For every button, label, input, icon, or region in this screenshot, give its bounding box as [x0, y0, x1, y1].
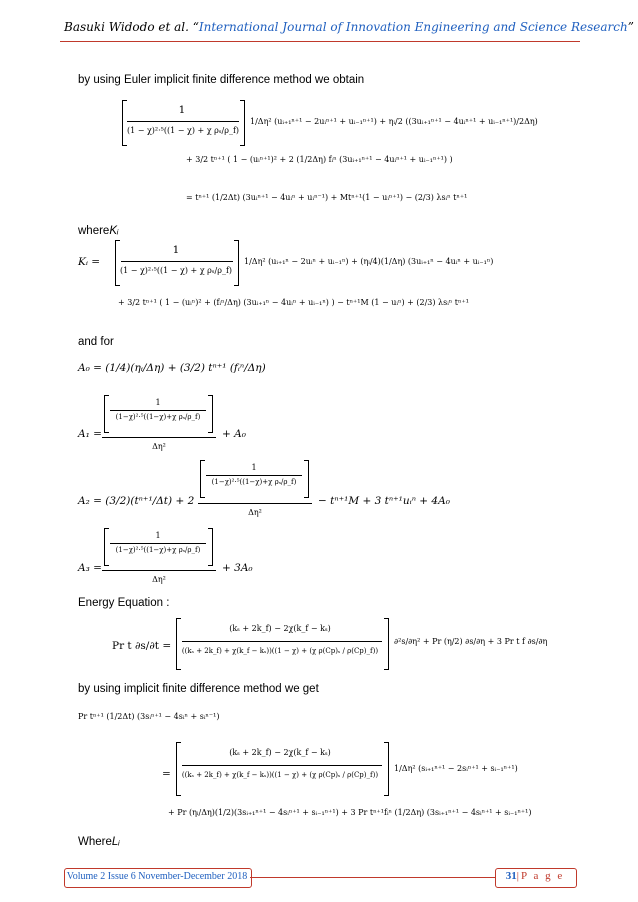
where-li-text: [78, 836, 120, 848]
a3-inner-den: (1−χ)²·⁵((1−χ)+χ ρₛ/ρ_f): [115, 546, 201, 554]
energy-den: ((kₛ + 2k_f) + χ(k_f − kₛ))((1 − χ) + (χ ρ(Cp)ₛ / ρ(Cp)_f)): [181, 647, 379, 655]
a3-rest: + 3A₀: [222, 562, 253, 574]
a2-rest: − tⁿ⁺¹M + 3 tⁿ⁺¹uᵢⁿ + 4A₀: [318, 495, 450, 507]
eq1-right-bracket: [240, 100, 245, 146]
ki-line1-rest: 1/Δη² (uᵢ₊₁ⁿ − 2uᵢⁿ + uᵢ₋₁ⁿ) + (ηᵢ/4)(1/Δη) (3uᵢ₊₁ⁿ − 4uᵢⁿ + uᵢ₋₁ⁿ): [244, 257, 494, 266]
footer-volume: Volume 2 Issue 6 November-December 2018: [66, 871, 248, 882]
eq1-frac-line: [127, 121, 239, 122]
a2-right-bracket: [304, 460, 309, 498]
a1-den: Δη²: [152, 442, 166, 451]
eq1-frac-den: (1 − χ)²·⁵((1 − χ) + χ ρₛ/ρ_f): [126, 126, 240, 135]
intro-text: by using Euler implicit finite difference method we obtain: [78, 74, 365, 86]
header-author: Basuki Widodo: [64, 20, 155, 34]
a1-inner-line: [110, 410, 206, 411]
a3-lhs: A₃ =: [78, 562, 102, 574]
a2-main-line: [198, 503, 312, 504]
a1-right-bracket: [208, 395, 213, 433]
ki-frac-den: (1 − χ)²·⁵((1 − χ) + χ ρₛ/ρ_f): [119, 266, 233, 275]
where-li-symbol: Lᵢ: [111, 836, 120, 848]
a2-inner-num: 1: [251, 463, 257, 472]
impl-line3: + Pr (ηᵢ/Δη)(1/2)(3sᵢ₊₁ⁿ⁺¹ − 4sᵢⁿ⁺¹ + sᵢ₋₁ⁿ⁺¹) + 3 Pr tⁿ⁺¹fᵢⁿ (1/2Δη) (3sᵢ₊₁ⁿ⁺¹ − 4sᵢⁿ⁺¹ + sᵢ₋₁ⁿ⁺¹): [168, 808, 532, 817]
page-number: 31: [505, 870, 517, 882]
where-ki-word: where: [78, 225, 110, 237]
a2-inner-line: [206, 475, 302, 476]
impl-line1: Pr tⁿ⁺¹ (1/2Δt) (3sᵢⁿ⁺¹ − 4sᵢⁿ + sᵢⁿ⁻¹): [78, 712, 220, 721]
impl-frac-line: [182, 765, 382, 766]
ki-right-bracket: [234, 240, 239, 286]
impl-den: ((kₛ + 2k_f) + χ(k_f − kₛ))((1 − χ) + (χ ρ(Cp)ₛ / ρ(Cp)_f)): [181, 771, 379, 779]
a1-lhs: A₁ =: [78, 428, 102, 440]
energy-num: (kₛ + 2k_f) − 2χ(k_f − kₛ): [229, 624, 331, 633]
a2-lhs: A₂ = (3/2)(tⁿ⁺¹/Δt) + 2: [78, 495, 195, 507]
where-li-word: Where: [78, 836, 112, 848]
page-label: |P a g e: [516, 870, 565, 882]
ki-frac-num: 1: [172, 244, 180, 256]
footer-rule: [250, 877, 495, 878]
header-journal[interactable]: International Journal of Innovation Engineering and Science Research: [198, 20, 628, 34]
a2-inner-den: (1−χ)²·⁵((1−χ)+χ ρₛ/ρ_f): [211, 478, 297, 486]
a2-den: Δη²: [248, 508, 262, 517]
header-rule: [60, 41, 580, 42]
footer-page: [495, 870, 575, 882]
a3-inner-line: [110, 543, 206, 544]
a1-inner-num: 1: [155, 398, 161, 407]
ki-lhs: Kᵢ =: [78, 256, 101, 268]
impl-rest: 1/Δη² (sᵢ₊₁ⁿ⁺¹ − 2sᵢⁿ⁺¹ + sᵢ₋₁ⁿ⁺¹): [394, 764, 518, 773]
eq1-line3: = tⁿ⁺¹ (1/2Δt) (3uᵢⁿ⁺¹ − 4uᵢⁿ + uᵢⁿ⁻¹) + Mtⁿ⁺¹(1 − uᵢⁿ⁺¹) − (2/3) λsᵢⁿ tⁿ⁺¹: [186, 193, 468, 202]
a3-inner-num: 1: [155, 531, 161, 540]
running-head: [64, 20, 634, 34]
header-author-suffix: et al. “: [154, 20, 199, 34]
impl-right-bracket: [384, 742, 389, 796]
where-ki-text: [78, 225, 118, 237]
a3-main-line: [102, 570, 216, 571]
eq1-line2: + 3/2 tⁿ⁺¹ ( 1 − (uᵢⁿ⁺¹)² + 2 (1/2Δη) fᵢⁿ (3uᵢ₊₁ⁿ⁺¹ − 4uᵢⁿ⁺¹ + uᵢ₋₁ⁿ⁺¹) ): [186, 155, 453, 164]
a3-right-bracket: [208, 528, 213, 566]
eq1-line1-rest: 1/Δη² (uᵢ₊₁ⁿ⁺¹ − 2uᵢⁿ⁺¹ + uᵢ₋₁ⁿ⁺¹) + ηᵢ/2 ((3uᵢ₊₁ⁿ⁺¹ − 4uᵢⁿ⁺¹ + uᵢ₋₁ⁿ⁺¹)/2Δη): [250, 117, 538, 126]
energy-frac-line: [182, 641, 382, 642]
a1-inner-den: (1−χ)²·⁵((1−χ)+χ ρₛ/ρ_f): [115, 413, 201, 421]
impl-eq-sign: =: [162, 768, 171, 780]
ki-line2: + 3/2 tⁿ⁺¹ ( 1 − (uᵢⁿ)² + (fᵢⁿ/Δη) (3uᵢ₊₁ⁿ − 4uᵢⁿ + uᵢ₋₁ⁿ) ) − tⁿ⁺¹M (1 − uᵢⁿ) + (2/3) λsᵢⁿ tⁿ⁺¹: [118, 298, 469, 307]
and-for-text: and for: [78, 336, 114, 348]
energy-heading: Energy Equation :: [78, 597, 170, 609]
energy-lhs: Pr t ∂s/∂t =: [112, 640, 172, 652]
energy-right-bracket: [384, 618, 389, 670]
header-journal-close: ”: [627, 20, 634, 34]
ki-frac-line: [121, 261, 233, 262]
eq1-frac-num: 1: [178, 104, 186, 116]
impl-num: (kₛ + 2k_f) − 2χ(k_f − kₛ): [229, 748, 331, 757]
a1-rest: + A₀: [222, 428, 246, 440]
implicit-text: by using implicit finite difference method we get: [78, 683, 319, 695]
energy-rest: ∂²s/∂η² + Pr (η/2) ∂s/∂η + 3 Pr t f ∂s/∂η: [394, 637, 548, 646]
a0-equation: A₀ = (1/4)(ηᵢ/Δη) + (3/2) tⁿ⁺¹ (fᵢⁿ/Δη): [78, 362, 266, 374]
a1-main-line: [102, 437, 216, 438]
a3-den: Δη²: [152, 575, 166, 584]
where-ki-symbol: Kᵢ: [109, 225, 119, 237]
